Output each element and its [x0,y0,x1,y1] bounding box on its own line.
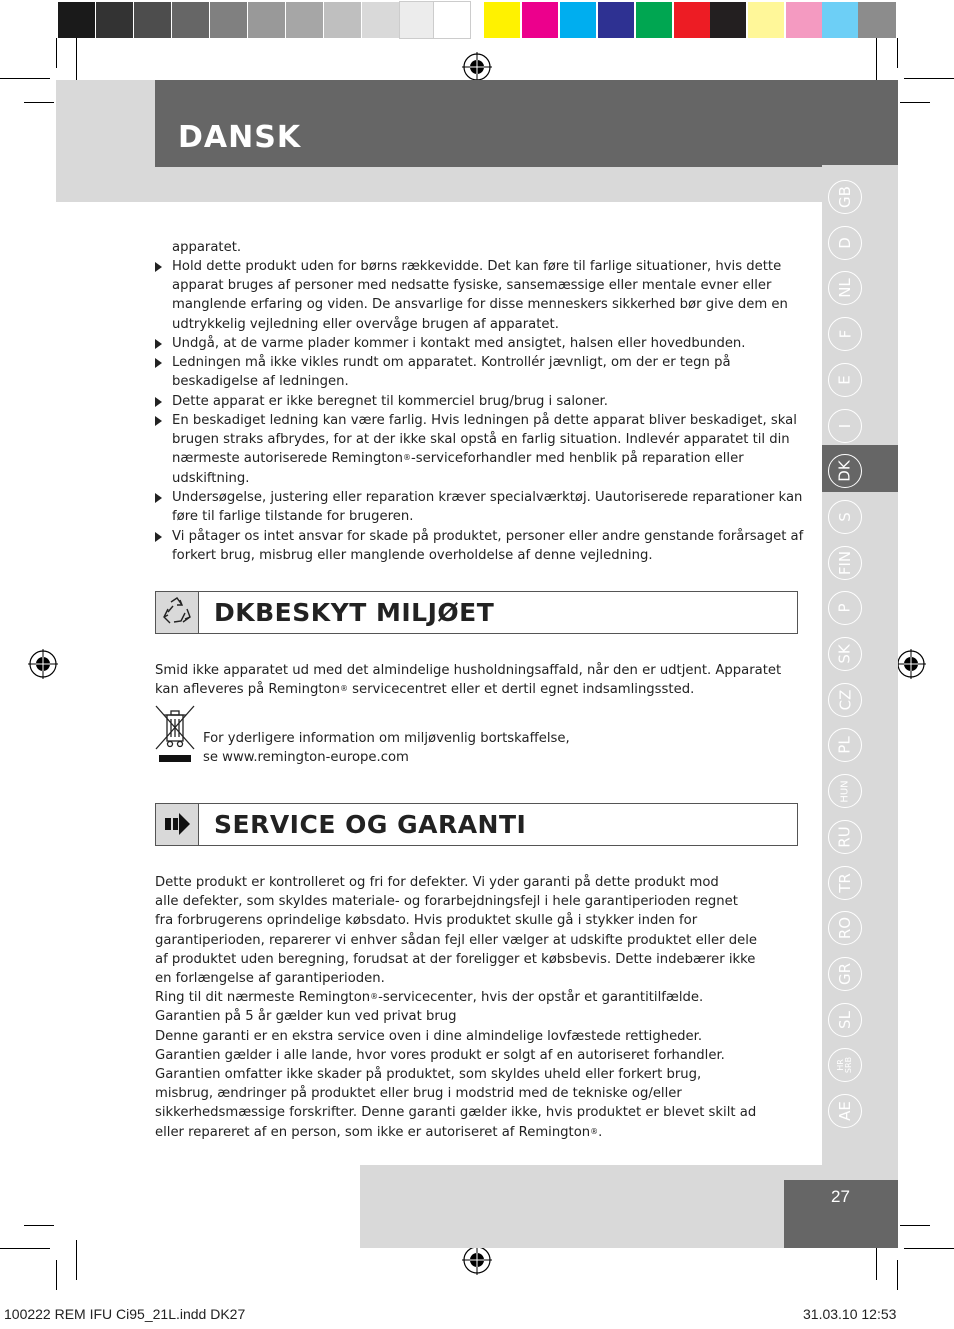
footer-timestamp: 31.03.10 12:53 [803,1306,897,1322]
bullet-arrow-icon [155,416,162,426]
bullet-text: Dette apparat er ikke beregnet til kommerciel brug/brug i saloner. [172,394,608,409]
color-swatch [484,2,520,38]
bullet-arrow-icon [155,358,162,368]
bullet-item [155,392,805,411]
bullet-text: En beskadiget ledning kan være farlig. Hvis ledningen på dette apparat bliver beskadiget, skal brugen straks afbrydes, for at der ikke skal opstå en farlig situation. Indlevér apparatet til din nærmeste autoriserede Remington®-serviceforhandler med henblik på reparation eller udskiftning. [172,413,797,486]
language-tab-label: FIN [836,550,854,575]
bullet-arrow-icon [155,397,162,407]
language-tab-dk[interactable] [828,454,862,488]
bullet-arrow-icon [155,339,162,349]
service-line: misbrug, ændringer på produktet eller brug i modstrid med de tekniske og/eller [155,1086,682,1102]
service-line: Dette produkt er kontrolleret og fri for defekter. Vi yder garanti på dette produkt mod [155,875,719,890]
language-tab-label: SL [835,1010,854,1029]
bullet-arrow-icon [155,262,162,272]
color-swatch [786,2,822,38]
page-title: DANSK [178,120,302,155]
language-tab-ae[interactable] [828,1094,862,1128]
color-swatch [324,2,361,38]
registration-mark-icon [462,52,492,82]
language-tab-ro[interactable] [828,911,862,945]
language-tab-label: GR [835,962,854,985]
language-tab-label: D [836,236,854,249]
registration-mark-icon [896,649,926,679]
color-swatch [522,2,558,38]
color-swatch [134,2,171,38]
language-tab-ru[interactable] [828,820,862,854]
service-line: garantiperioden, reparerer vi enhver sådan fejl eller vælger at udskifte produktet eller dele [155,932,757,948]
color-swatch [58,2,95,38]
arrow-right-icon [156,804,199,845]
language-tab-gr[interactable] [828,957,862,991]
bullet-text: Undgå, at de varme plader kommer i kontakt med ansigtet, halsen eller hovedbunden. [172,336,746,351]
language-tab-tr[interactable] [828,866,862,900]
language-tab-f[interactable] [828,317,862,351]
bullet-item [155,353,805,391]
weee-info-text: For yderligere information om miljøvenlig bortskaffelse, se www.remington-europe.com [203,731,570,766]
service-paragraph [155,873,805,1142]
language-tab-gb[interactable] [828,180,862,214]
language-tab-fin[interactable] [828,546,862,580]
service-line: alle defekter, som skyldes materiale- og forarbejdningsfejl i hele garantiperioden regnet [155,894,738,910]
language-tab-label: NL [835,278,854,299]
language-tab-label: I [836,423,854,428]
language-tab-sk[interactable] [828,637,862,671]
weee-bin-icon [155,705,195,765]
color-swatch [96,2,133,38]
language-tab-label: AE [836,1101,854,1121]
color-swatch [362,2,399,38]
color-swatch [172,2,209,38]
registration-mark-icon [28,649,58,679]
service-line: Denne garanti er en ekstra service oven i dine almindelige lovfæstede rettigheder. [155,1028,703,1044]
bullet-text: Hold dette produkt uden for børns rækkevidde. Det kan føre til farlige situationer, hvis dette apparat bruges af personer med nedsatte fysiske, sansemæssige eller mentale evner eller manglende erfaring og viden. De ansvarlige for disse menneskers sikkerhed bør give dem en udtrykkelig vejledning eller overvåge brugen af apparatet. [172,259,788,332]
color-swatch [560,2,596,38]
language-tab-label: RO [835,917,854,940]
color-swatch [598,2,634,38]
footer-file-info: 100222 REM IFU Ci95_21L.indd DK27 [4,1306,246,1322]
recycle-icon [156,592,199,633]
service-line: Ring til dit nærmeste Remington®-servicecenter, hvis der opstår et garantitilfælde. [155,990,704,1006]
language-tab-sl[interactable] [828,1003,862,1037]
environment-paragraph: Smid ikke apparatet ud med det almindelige husholdningsaffald, når den er udtjent. Apparatet kan afleveres på Remington® servicecentret eller et dertil egnet indsamlingssted. [155,663,782,698]
language-tab-hun[interactable] [828,774,862,808]
language-tab-label: RU [836,826,854,848]
color-swatch [434,2,470,38]
bullet-item [155,527,805,565]
page-number: 27 [831,1187,850,1206]
color-swatch [858,2,896,38]
language-tab-label: E [835,375,854,385]
section-heading-service [155,803,798,846]
service-line: Garantien gælder i alle lande, hvor vores produkt er solgt af en autoriseret forhandler. [155,1047,725,1063]
service-line: fra forbrugerens oprindelige købsdato. Hvis produktet skulle gå i stykker inden for [155,913,698,929]
language-tab-label: SK [835,644,854,664]
service-line: sikkerhedsmæssige forskrifter. Denne garanti gælder ikke, hvis produktet er blevet skilt ad [155,1105,757,1121]
language-tab-cz[interactable] [828,683,862,717]
bullet-text: Undersøgelse, justering eller reparation kræver specialværktøj. Uautoriserede reparationer kan føre til farlige tilstande for brugeren. [172,490,803,525]
color-swatch [248,2,285,38]
color-swatch [636,2,672,38]
bullet-item [155,411,805,488]
bullet-arrow-icon [155,532,162,542]
color-swatch [286,2,323,38]
language-tab-e[interactable] [828,363,862,397]
registration-mark-icon [462,1245,492,1275]
bullet-item [155,257,805,334]
service-line: Garantien omfatter ikke skader på produktet, som skyldes uheld eller forkert brug, [155,1067,702,1083]
bullet-text: Ledningen må ikke vikles rundt om apparatet. Kontrollér jævnligt, om der er tegn på beskadigelse af ledningen. [172,355,731,390]
bullet-text: Vi påtager os intet ansvar for skade på produktet, personer eller andre genstande forårsaget af forkert brug, misbrug eller manglende overholdelse af denne vejledning. [172,529,804,564]
language-tab-label: HR SRB [836,1057,853,1074]
section-title-service: SERVICE OG GARANTI [214,810,527,839]
color-swatch [822,2,858,38]
language-tab-label: P [835,603,854,613]
intro-line: apparatet. [172,240,242,255]
language-tab-label: CZ [836,689,854,711]
language-tab-i[interactable] [828,409,862,443]
color-swatch [210,2,247,38]
color-swatch [400,2,437,38]
service-line: af produktet uden beregning, forudsat at der foreligger et købsbevis. Dette indebærer ikke [155,951,756,967]
language-tab-label: DK [835,460,854,482]
color-swatch [748,2,784,38]
service-line: Garantien på 5 år gælder kun ved privat brug [155,1009,457,1025]
service-line: eller repareret af en person, som ikke er autoriseret af Remington®. [155,1124,603,1140]
language-tab-label: TR [836,872,854,893]
color-swatch [710,2,746,38]
bullet-arrow-icon [155,493,162,503]
section-title-environment: DKBESKYT MILJØET [214,598,495,627]
language-tab-d[interactable] [828,226,862,260]
section-heading-environment [155,591,798,634]
language-tab-s[interactable] [828,500,862,534]
color-swatch [674,2,710,38]
bullet-item [155,334,805,353]
bullet-item [155,488,805,526]
language-tab-label: S [836,512,854,522]
language-tab-label: PL [836,736,854,755]
language-tab-label: GB [835,186,854,208]
language-tab-label: F [835,329,854,339]
language-tab-label: HUN [839,779,851,803]
service-line: en forlængelse af garantiperioden. [155,971,385,987]
